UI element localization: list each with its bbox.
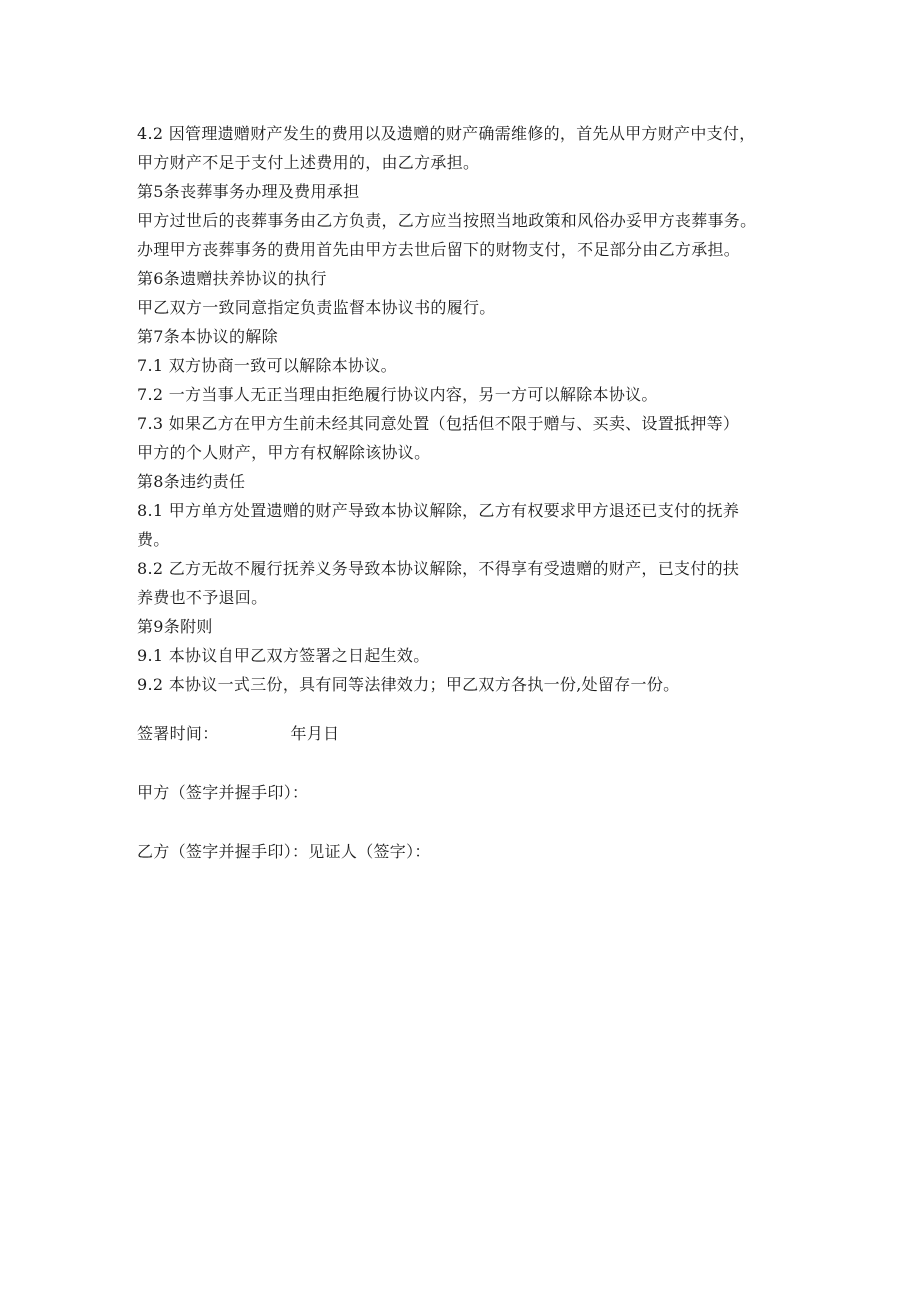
article-7-heading: 第7条本协议的解除	[137, 327, 278, 346]
clause-8-1-line-1: 8.1 甲方单方处置遗赠的财产导致本协议解除，乙方有权要求甲方退还已支付的抚养	[137, 501, 740, 520]
clause-9-1: 9.1 本协议自甲乙双方签署之日起生效。	[137, 646, 430, 665]
article-9-heading: 第9条附则	[137, 617, 213, 636]
clause-8-1-line-2: 费。	[137, 530, 170, 549]
clause-4-2-line-1: 4.2 因管理遗赠财产发生的费用以及遗赠的财产确需维修的，首先从甲方财产中支付，	[137, 124, 756, 143]
signing-date-label: 签署时间：	[137, 724, 219, 743]
clause-7-3-line-2: 甲方的个人财产，甲方有权解除该协议。	[137, 443, 431, 462]
article-5-line-1: 甲方过世后的丧葬事务由乙方负责，乙方应当按照当地政策和风俗办妥甲方丧葬事务。	[137, 211, 757, 230]
clause-9-2: 9.2 本协议一式三份，具有同等法律效力；甲乙双方各执一份,处留存一份。	[137, 675, 680, 694]
signing-date-line	[137, 719, 797, 748]
clause-4-2-line-2: 甲方财产不足于支付上述费用的，由乙方承担。	[137, 153, 480, 172]
article-6-line-1: 甲乙双方一致同意指定负责监督本协议书的履行。	[137, 298, 496, 317]
article-5-line-2: 办理甲方丧葬事务的费用首先由甲方去世后留下的财物支付，不足部分由乙方承担。	[137, 240, 741, 259]
clause-8-2-line-1: 8.2 乙方无故不履行抚养义务导致本协议解除，不得享有受遗赠的财产，已支付的扶	[137, 559, 740, 578]
signing-date-value: 年月日	[290, 724, 340, 743]
document-body	[137, 119, 797, 699]
party-b-witness-signature-line: 乙方（签字并握手印）：见证人（签字）：	[137, 842, 431, 861]
clause-7-1: 7.1 双方协商一致可以解除本协议。	[137, 356, 397, 375]
party-a-signature-line: 甲方（签字并握手印）：	[137, 783, 309, 802]
clause-8-2-line-2: 养费也不予退回。	[137, 588, 268, 607]
clause-7-3-line-1: 7.3 如果乙方在甲方生前未经其同意处置（包括但不限于赠与、买卖、设置抵押等）	[137, 414, 740, 433]
signature-block	[137, 719, 797, 866]
article-5-heading: 第5条丧葬事务办理及费用承担	[137, 182, 360, 201]
article-6-heading: 第6条遗赠扶养协议的执行	[137, 269, 327, 288]
article-8-heading: 第8条违约责任	[137, 472, 246, 491]
clause-7-2: 7.2 一方当事人无正当理由拒绝履行协议内容，另一方可以解除本协议。	[137, 385, 658, 404]
document-page	[137, 119, 797, 896]
